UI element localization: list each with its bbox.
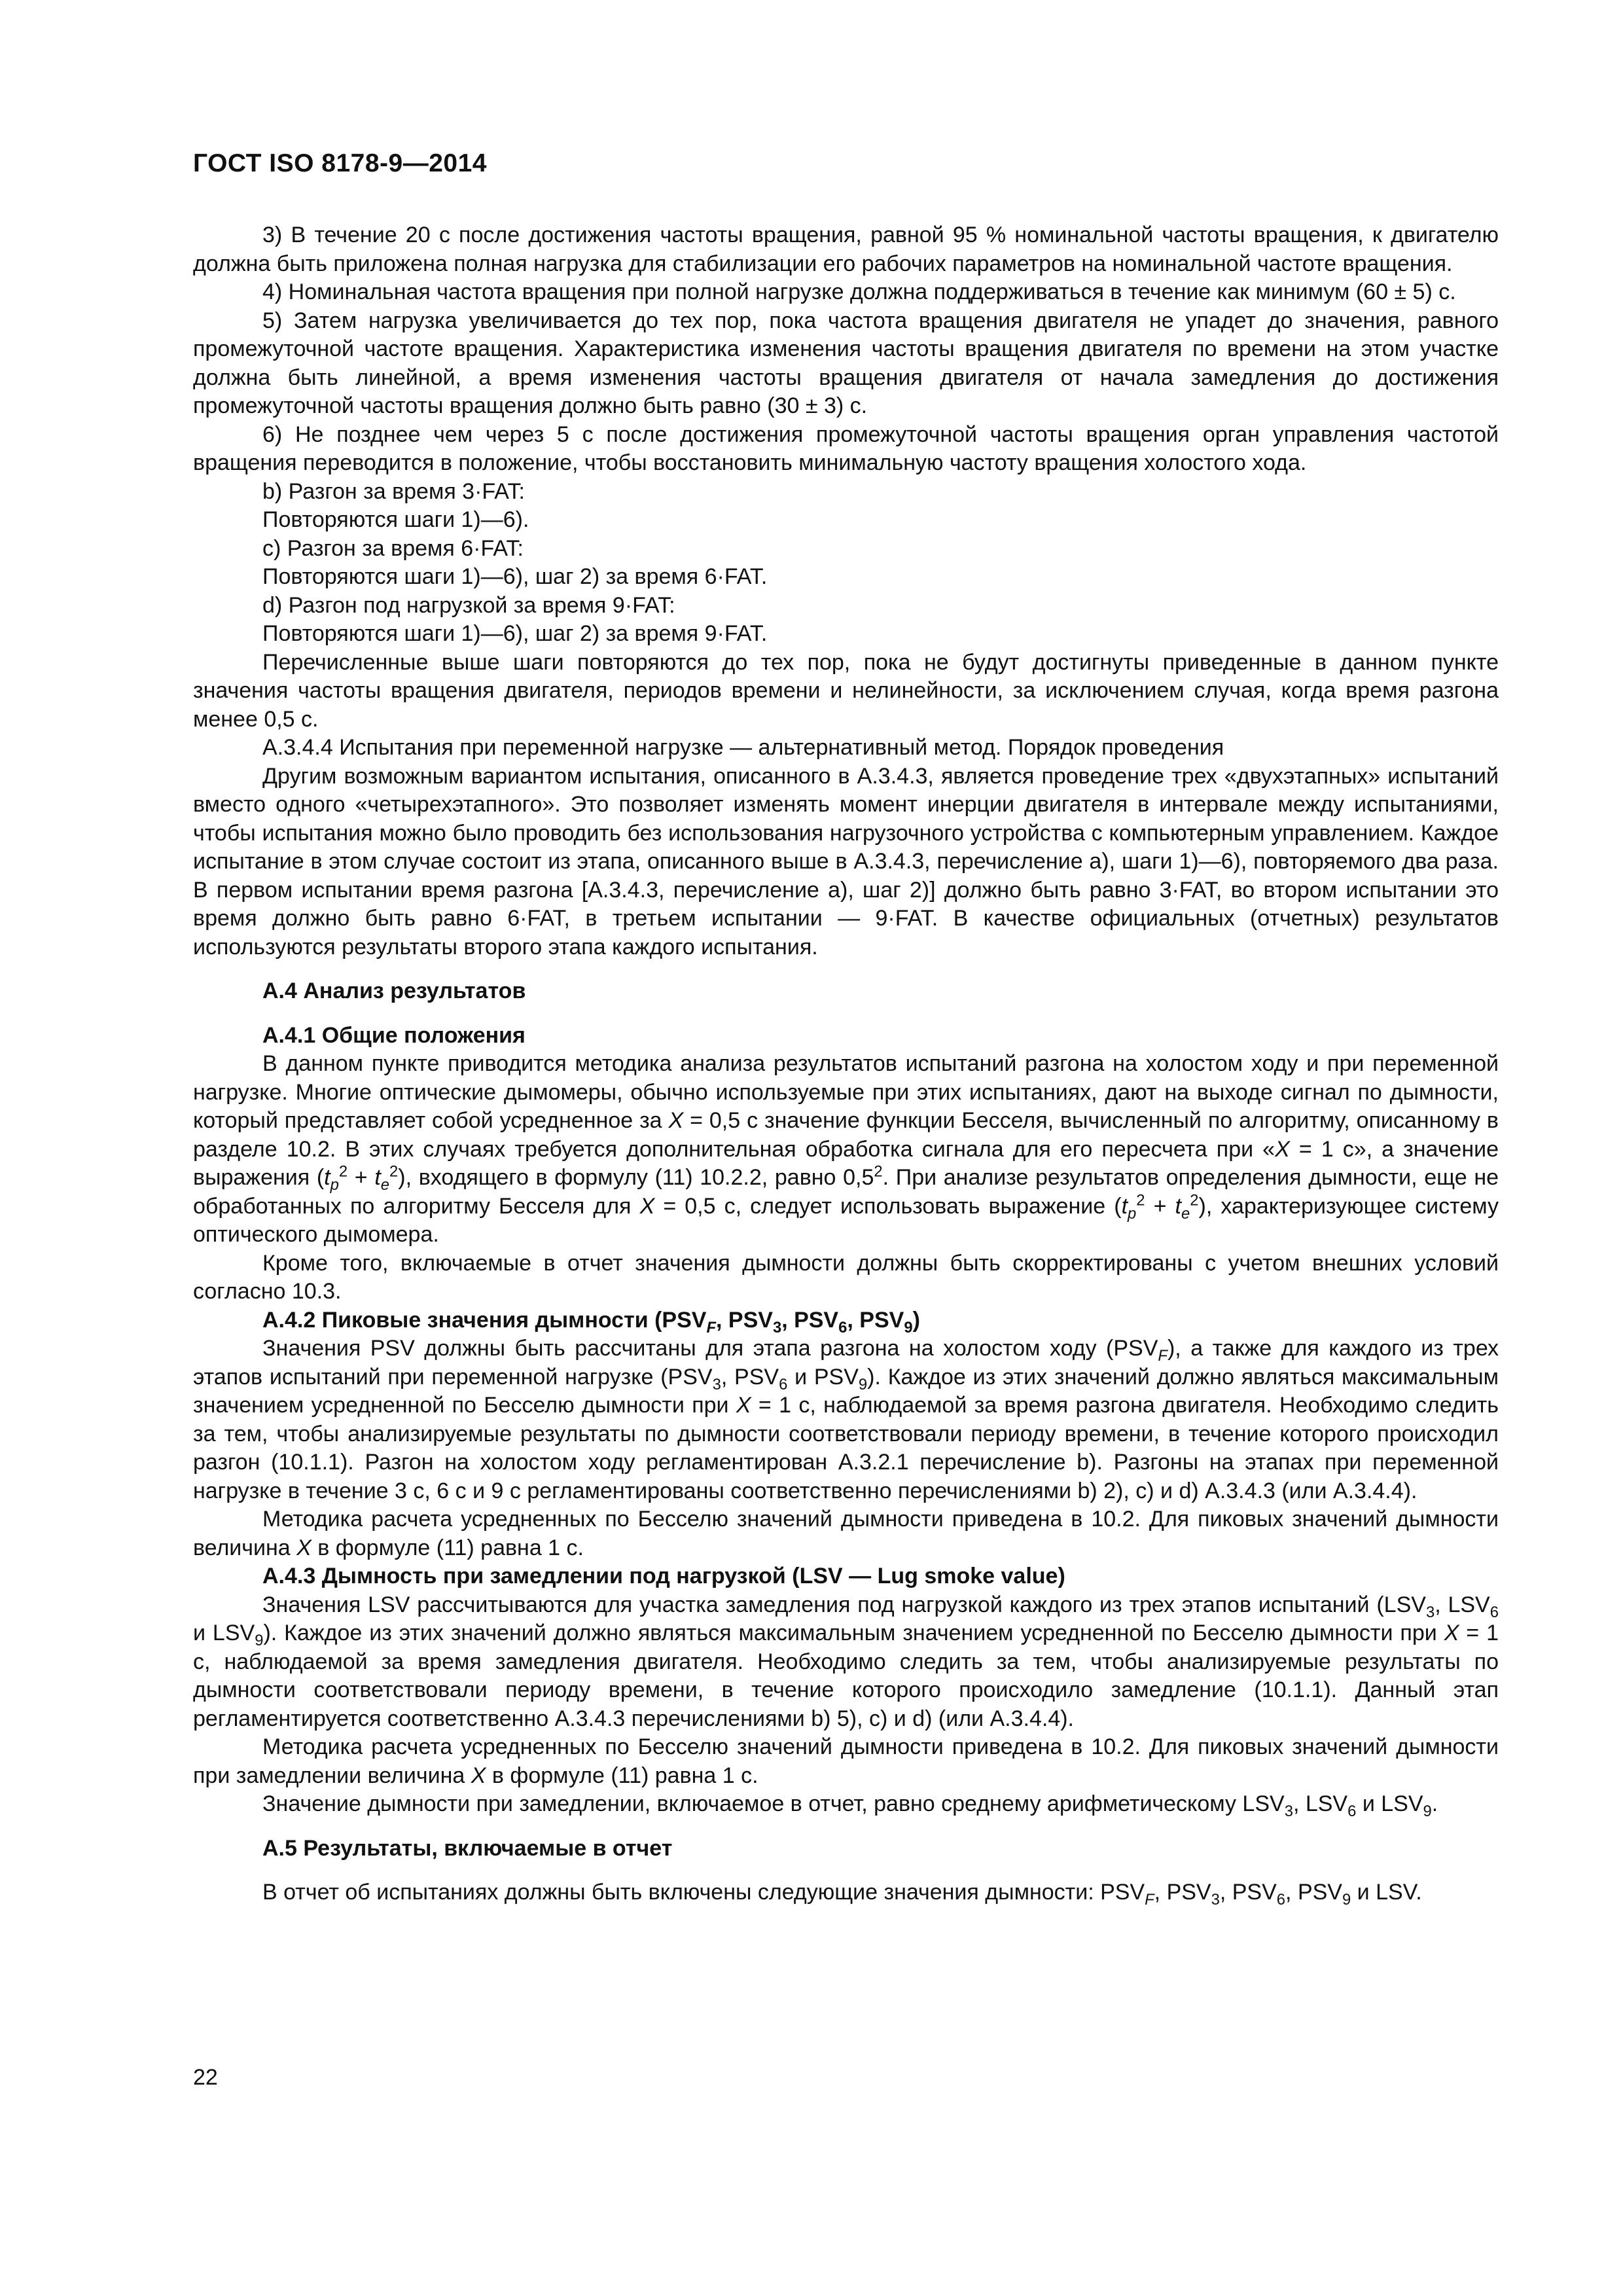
paragraph: Другим возможным вариантом испытания, описанного в А.3.4.3, является проведение трех «двухэтапных» испытаний вместо одного «четырехэтапного». Это позволяет изменять момент инерции двигателя в интервале между испытаниями, чтобы испытания можно было проводить без использования нагрузочного устройства с компьютерным управлением. Каждое испытание в этом случае состоит из этапа, описанного выше в А.3.4.3, перечисление а), шаги 1)—6), повторяемого два раза. В первом испытании время разгона [А.3.4.3, перечисление а), шаг 2)] должно быть равно 3·FAT, во втором испытании это время должно быть равно 6·FAT, в третьем испытании — 9·FAT. В качестве официальных (отчетных) результатов используются результаты второго этапа каждого испытания.: [193, 763, 1499, 960]
page-number: 22: [193, 2065, 218, 2090]
paragraph: 4) Номинальная частота вращения при полной нагрузке должна поддерживаться в течение как минимум (60 ± 5) с.: [262, 279, 1456, 304]
section-heading: А.4.2 Пиковые значения дымности ($PSV_F$, $PSV_3$, $PSV_6$, $PSV_9$): [262, 1307, 920, 1336]
paragraph: 3) В течение 20 с после достижения частоты вращения, равной 95 % номинальной частоты вращения, к двигателю должна быть приложена полная нагрузка для стабилизации его рабочих параметров на номинальной частоте вращения.: [193, 223, 1499, 276]
list-step: Повторяются шаги 1)—6), шаг 2) за время 9·FAT.: [262, 621, 768, 646]
paragraph: В данном пункте приводится методика анализа результатов испытаний разгона на холостом ходу и при переменной нагрузке. Многие оптические дымомеры, обычно используемые при этих испытаниях, дают на выходе сигнал по дымности, который представляет собой усредненное за X = 0,5 с значение функции Бесселя, вычисленный по алгоритму, описанному в разделе 10.2. В этих случаях требуется дополнительная обработка сигнала для его пересчета при «X = 1 с», а значение выражения $(t_p^2 + t_e^2)$, входящего в формулу (11) 10.2.2, равно $0,5^2$. При анализе результатов определения дымности, еще не обработанных по алгоритму Бесселя для X = 0,5 с, следует использовать выражение $(t_p^2 + t_e^2)$, характеризующее систему оптического дымомера.: [193, 1051, 1499, 1247]
list-step: d) Разгон под нагрузкой за время 9·FAT:: [262, 592, 675, 618]
paragraph: А.3.4.4 Испытания при переменной нагрузке — альтернативный метод. Порядок проведения: [262, 735, 1224, 760]
paragraph: Методика расчета усредненных по Бесселю значений дымности приведена в 10.2. Для пиковых значений дымности при замедлении величина X в формуле (11) равна 1 с.: [193, 1734, 1499, 1788]
paragraph: Значение дымности при замедлении, включаемое в отчет, равно среднему арифметическому $LSV_3$, $LSV_6$ и $LSV_9$.: [262, 1791, 1438, 1820]
paragraph: Методика расчета усредненных по Бесселю значений дымности приведена в 10.2. Для пиковых значений дымности величина X в формуле (11) равна 1 с.: [193, 1507, 1499, 1560]
section-heading: А.4.3 Дымность при замедлении под нагрузкой (LSV — Lug smoke value): [262, 1564, 1065, 1588]
section-heading: А.5 Результаты, включаемые в отчет: [262, 1835, 673, 1861]
list-step: Повторяются шаги 1)—6).: [262, 507, 529, 532]
section-heading: А.4 Анализ результатов: [262, 978, 526, 1003]
paragraph: Значения LSV рассчитываются для участка замедления под нагрузкой каждого из трех этапов испытаний ($LSV_3$, $LSV_6$ и $LSV_9$). Каждое из этих значений должно являться максимальным значением усредненной по Бесселю дымности при X = 1 с, наблюдаемой за время замедления двигателя. Необходимо следить за тем, чтобы анализируемые результаты по дымности соответствовали периоду времени, в течение которого происходило замедление (10.1.1). Данный этап регламентируется соответственно А.3.4.3 перечислениями b) 5), c) и d) (или А.3.4.4).: [193, 1592, 1499, 1731]
paragraph: Кроме того, включаемые в отчет значения дымности должны быть скорректированы с учетом внешних условий согласно 10.3.: [193, 1250, 1499, 1304]
paragraph: Перечисленные выше шаги повторяются до тех пор, пока не будут достигнуты приведенные в данном пункте значения частоты вращения двигателя, периодов времени и нелинейности, за исключением случая, когда время разгона менее 0,5 с.: [193, 649, 1499, 732]
section-heading: А.4.1 Общие положения: [262, 1022, 526, 1048]
paragraph: Значения PSV должны быть рассчитаны для этапа разгона на холостом ходу $(PSV_F)$, а также для каждого из трех этапов испытаний при переменной нагрузке ($PSV_3$, $PSV_6$ и $PSV_9$). Каждое из этих значений должно являться максимальным значением усредненной по Бесселю дымности при X = 1 с, наблюдаемой за время разгона двигателя. Необходимо следить за тем, чтобы анализируемые результаты по дымности соответствовали периоду времени, в течение которого происходил разгон (10.1.1). Разгон на холостом ходу регламентирован А.3.2.1 перечисление b). Разгоны на этапах при переменной нагрузке в течение 3 с, 6 с и 9 с регламентированы соответственно перечислениями b) 2), c) и d) А.3.4.3 (или А.3.4.4).: [193, 1336, 1499, 1503]
list-step: b) Разгон за время 3·FAT:: [262, 478, 525, 504]
document-header: ГОСТ ISO 8178-9—2014: [193, 149, 487, 177]
list-step: Повторяются шаги 1)—6), шаг 2) за время 6·FAT.: [262, 564, 768, 589]
paragraph: 6) Не позднее чем через 5 с после достижения промежуточной частоты вращения орган управления частотой вращения переводится в положение, чтобы восстановить минимальную частоту вращения холостого хода.: [193, 422, 1499, 475]
paragraph: В отчет об испытаниях должны быть включены следующие значения дымности: $PSV_F$, $PSV_3$, $PSV_6$, $PSV_9$ и LSV.: [262, 1880, 1422, 1909]
document-body: [193, 221, 1499, 1907]
list-step: c) Разгон за время 6·FAT:: [262, 535, 524, 561]
paragraph: 5) Затем нагрузка увеличивается до тех пор, пока частота вращения двигателя не упадет до значения, равного промежуточной частоте вращения. Характеристика изменения частоты вращения двигателя по времени на этом участке должна быть линейной, а время изменения частоты вращения двигателя от начала замедления до достижения промежуточной частоты вращения должно быть равно (30 ± 3) с.: [193, 308, 1499, 418]
